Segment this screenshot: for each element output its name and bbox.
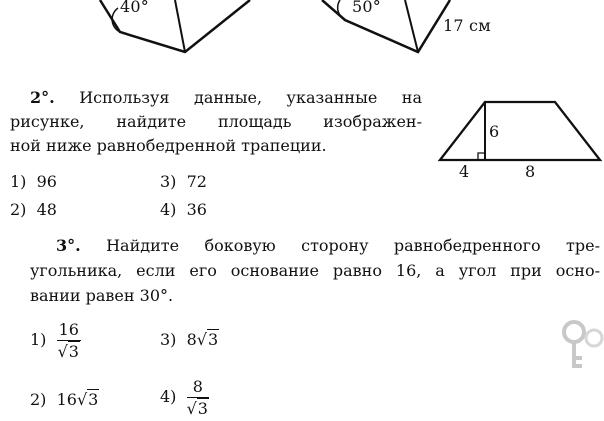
option-key: 3) — [160, 330, 177, 349]
problem2-option-4[interactable] — [160, 200, 207, 219]
problem2-text-1: Используя данные, указанные на — [79, 88, 422, 107]
option-key: 2) — [30, 390, 47, 409]
denominator — [187, 398, 209, 418]
problem2-option-3[interactable] — [160, 172, 207, 191]
problem3-text-1: Найдите боковую сторону равнобедренного тре- — [106, 236, 600, 255]
problem3-line2: угольника, если его основание равно 16, а угол при осно- — [30, 261, 600, 280]
option-key: 1) — [30, 330, 47, 349]
left-figure-diagonal — [175, 0, 185, 52]
radicand: 3 — [68, 342, 79, 361]
trapezoid-outline — [440, 102, 600, 160]
sqrt-icon: √ — [196, 330, 207, 349]
option-value: 96 — [36, 172, 57, 191]
fraction — [57, 320, 81, 361]
problem2-number: 2°. — [30, 88, 55, 107]
radicand: 3 — [197, 399, 208, 418]
numerator: 8 — [187, 377, 209, 398]
option-key: 4) — [160, 200, 177, 219]
option-key: 2) — [10, 200, 27, 219]
option-key: 1) — [10, 172, 27, 191]
trapezoid-figure — [430, 90, 604, 180]
problem3-option-2[interactable] — [30, 390, 99, 409]
numerator: 16 — [58, 320, 79, 339]
coefficient: 8 — [186, 330, 197, 349]
trapezoid-right-label: 8 — [525, 162, 536, 181]
trapezoid-height-label: 6 — [489, 122, 500, 141]
option-value: 72 — [186, 172, 207, 191]
right-side-label: 17 см — [443, 16, 491, 35]
coefficient: 16 — [56, 390, 77, 409]
problem2-option-2[interactable] — [10, 200, 57, 219]
option-value: 36 — [186, 200, 207, 219]
sqrt-expression — [187, 399, 209, 418]
key-icon — [560, 318, 604, 374]
problem2-line3: ной ниже равнобедренной трапеции. — [10, 136, 327, 155]
option-value: 48 — [36, 200, 57, 219]
problem3-option-4[interactable] — [160, 377, 209, 418]
problem3-number: 3°. — [56, 236, 81, 255]
radicand: 3 — [207, 330, 219, 349]
option-key: 4) — [160, 387, 177, 406]
sqrt-expression — [77, 390, 99, 409]
fraction — [187, 377, 209, 418]
radicand: 3 — [88, 390, 99, 409]
sqrt-icon: √ — [76, 390, 88, 409]
right-figure-outline — [322, 0, 450, 52]
sqrt-expression — [58, 342, 80, 361]
left-angle-label: 40° — [120, 0, 149, 16]
denominator — [57, 341, 81, 361]
problem3-option-1[interactable] — [30, 320, 81, 361]
top-figures — [0, 0, 604, 70]
problem2-option-1[interactable] — [10, 172, 57, 191]
trapezoid-left-label: 4 — [459, 162, 470, 181]
problem3-line3: вании равен 30°. — [30, 286, 174, 305]
right-figure-diagonal — [405, 0, 418, 52]
sqrt-icon: √ — [186, 399, 197, 418]
option-key: 3) — [160, 172, 177, 191]
sqrt-expression — [197, 330, 219, 349]
problem3-line1 — [56, 236, 600, 255]
right-angle-label: 50° — [352, 0, 381, 16]
problem3-option-3[interactable] — [160, 330, 219, 349]
sqrt-icon: √ — [57, 342, 68, 361]
problem2-line2: рисунке, найдите площадь изображен- — [10, 112, 422, 131]
problem2-line1 — [30, 88, 422, 107]
right-angle-arc — [338, 0, 345, 20]
